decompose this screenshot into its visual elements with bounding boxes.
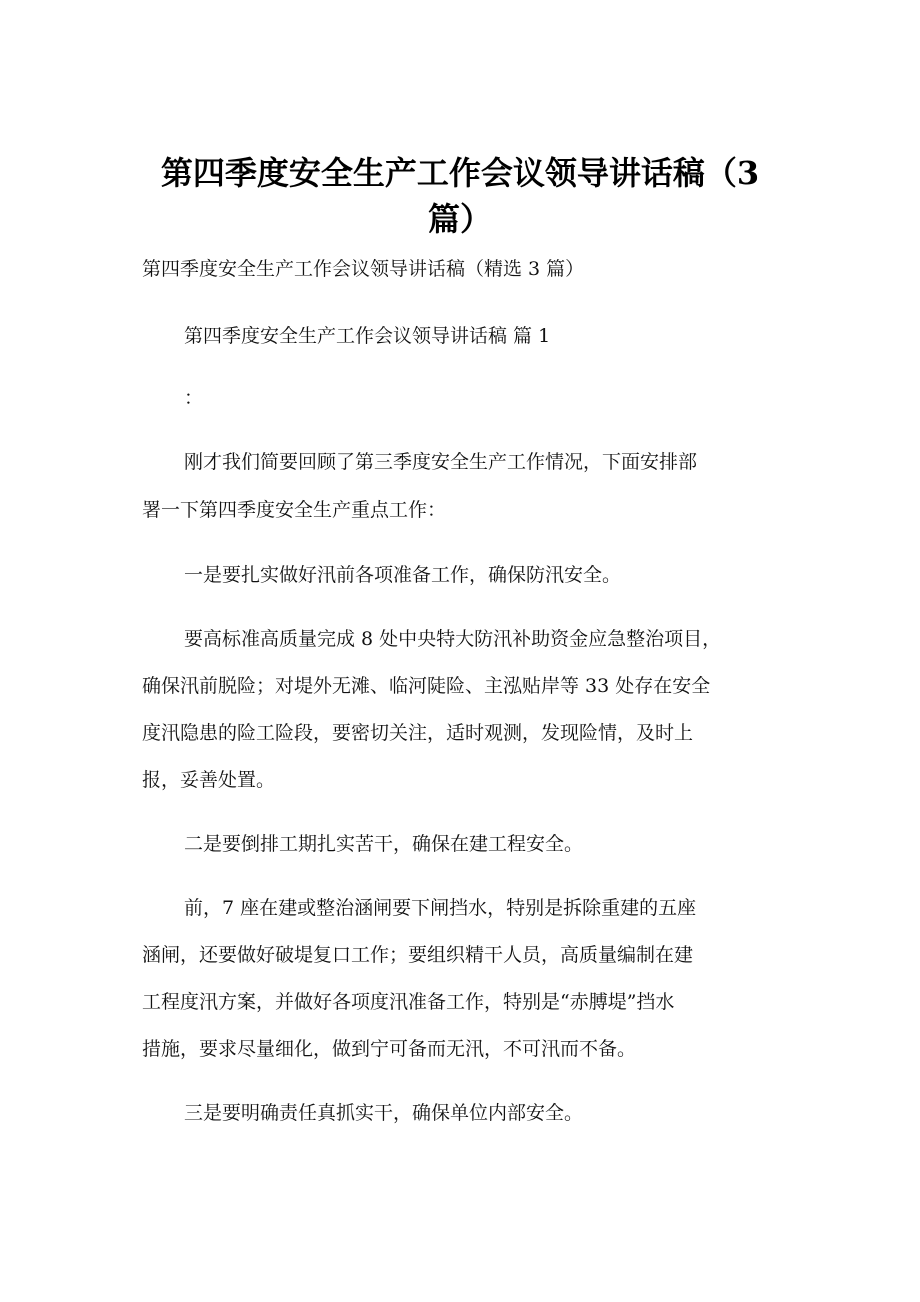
paragraph-line: 确保汛前脱险；对堤外无滩、临河陡险、主泓贴岸等 33 处存在安全 — [142, 675, 711, 697]
document-title-line-1: 第四季度安全生产工作会议领导讲话稿（3 — [160, 154, 760, 192]
paragraph-line: 度汛隐患的险工险段，要密切关注，适时观测，发现险情，及时上 — [142, 722, 694, 744]
paragraph-line: 报，妥善处置。 — [142, 769, 276, 791]
document-subtitle: 第四季度安全生产工作会议领导讲话稿（精选 3 篇） — [142, 258, 585, 280]
section-heading: 第四季度安全生产工作会议领导讲话稿 篇 1 — [184, 325, 551, 347]
paragraph-line: 二是要倒排工期扎实苦干，确保在建工程安全。 — [184, 833, 584, 855]
paragraph-line: 涵闸，还要做好破堤复口工作；要组织精干人员，高质量编制在建 — [142, 944, 694, 966]
paragraph-line: 署一下第四季度安全生产重点工作： — [142, 499, 447, 521]
paragraph-line: 工程度汛方案，并做好各项度汛准备工作，特别是“赤膊堤”挡水 — [142, 991, 675, 1013]
paragraph-line: 刚才我们简要回顾了第三季度安全生产工作情况，下面安排部 — [184, 451, 698, 473]
paragraph-line: 要高标准高质量完成 8 处中央特大防汛补助资金应急整治项目， — [184, 628, 722, 650]
paragraph-line: 前，7 座在建或整治涵闸要下闸挡水，特别是拆除重建的五座 — [184, 897, 697, 919]
document-title-line-2: 篇） — [427, 200, 492, 238]
paragraph-line: 一是要扎实做好汛前各项准备工作，确保防汛安全。 — [184, 564, 622, 586]
paragraph-line: 三是要明确责任真抓实干，确保单位内部安全。 — [184, 1102, 584, 1124]
colon-line: ： — [184, 387, 204, 409]
paragraph-line: 措施，要求尽量细化，做到宁可备而无汛，不可汛而不备。 — [142, 1038, 637, 1060]
